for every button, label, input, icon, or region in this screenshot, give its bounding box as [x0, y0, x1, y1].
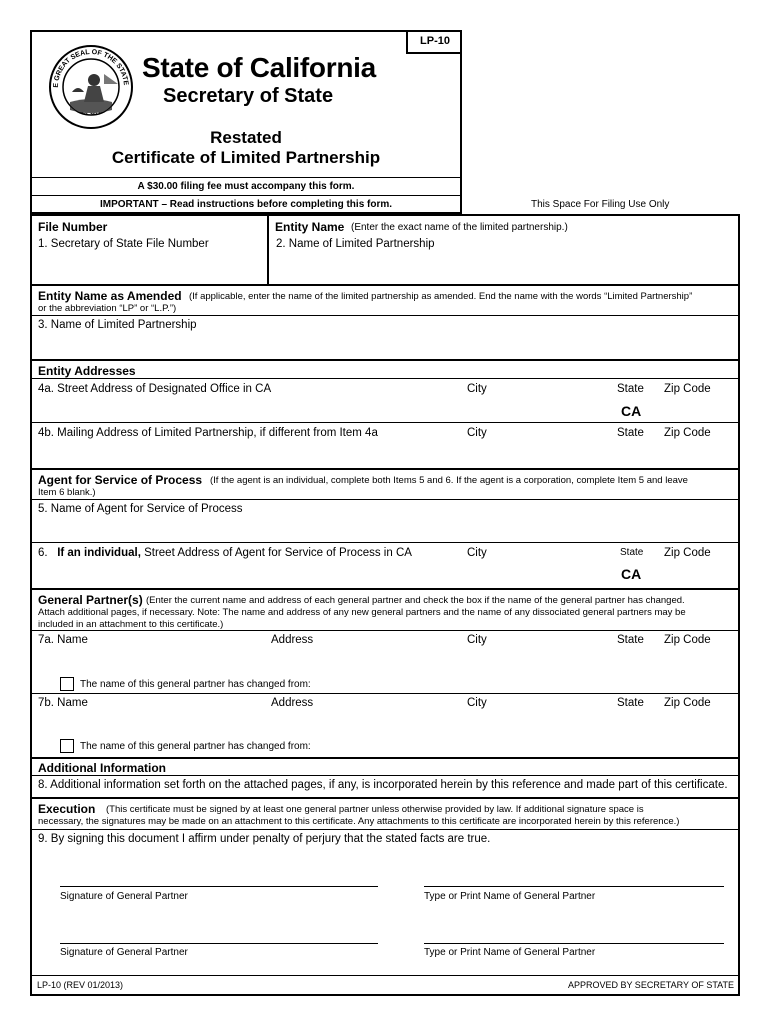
state-label: State	[617, 383, 644, 395]
entity-name-field[interactable]: 2. Name of Limited Partnership	[276, 238, 435, 250]
city-label: City	[467, 547, 487, 559]
amended-note-1: (If applicable, enter the name of the limited partnership as amended. End the name with the words “Limited Partnership”	[189, 291, 693, 302]
amended-heading: Entity Name as Amended	[38, 289, 182, 303]
signature-label-1: Signature of General Partner	[60, 891, 188, 902]
signature-label-2: Signature of General Partner	[60, 947, 188, 958]
city-label: City	[467, 697, 487, 709]
divider	[30, 693, 740, 694]
zip-label: Zip Code	[664, 697, 711, 709]
address-label: Address	[271, 697, 314, 709]
footer-revision: LP-10 (REV 01/2013)	[37, 980, 124, 990]
entity-name-heading: Entity Name	[275, 220, 345, 234]
city-label: City	[467, 383, 487, 395]
divider	[30, 315, 740, 316]
section-divider	[30, 284, 740, 286]
agent-address-field[interactable]	[38, 547, 412, 559]
item6-text: Street Address of Agent for Service of Process in CA	[144, 547, 412, 559]
section-divider	[30, 359, 740, 361]
divider	[30, 422, 740, 423]
column-divider	[267, 214, 269, 284]
signature-line-1[interactable]	[60, 886, 378, 887]
divider	[30, 378, 740, 379]
partner-7b-name-field[interactable]: 7b. Name	[38, 697, 88, 709]
section-divider	[30, 797, 740, 799]
addresses-heading: Entity Addresses	[38, 364, 136, 378]
city-label: City	[467, 634, 487, 646]
file-number-heading: File Number	[38, 220, 108, 234]
amended-name-field[interactable]: 3. Name of Limited Partnership	[38, 319, 197, 331]
divider	[30, 829, 740, 830]
state-title: State of California	[142, 52, 376, 83]
execution-heading: Execution	[38, 802, 96, 816]
seal-top-text: E GREAT SEAL OF THE STATE	[52, 48, 130, 88]
name-changed-label: The name of this general partner has changed from:	[80, 741, 311, 752]
filing-space-label: This Space For Filing Use Only	[531, 199, 670, 210]
footer-divider	[30, 975, 740, 976]
print-name-line-2[interactable]	[424, 943, 724, 944]
name-changed-checkbox-7a[interactable]	[60, 677, 74, 691]
state-label: State	[617, 697, 644, 709]
divider	[30, 177, 462, 178]
agent-note-1: (If the agent is an individual, complete both Items 5 and 6. If the agent is a corporation, complete Item 5 and leave	[210, 475, 688, 486]
name-changed-checkbox-7b[interactable]	[60, 739, 74, 753]
divider	[30, 775, 740, 776]
zip-label: Zip Code	[664, 547, 711, 559]
state-label: State	[617, 634, 644, 646]
section-divider	[30, 468, 740, 470]
partners-heading: General Partner(s)	[38, 593, 143, 607]
affirmation-statement: 9. By signing this document I affirm under penalty of perjury that the stated facts are true.	[38, 833, 491, 845]
agent-heading: Agent for Service of Process	[38, 473, 203, 487]
state-label: State	[617, 427, 644, 439]
form-title-line2: Certificate of Limited Partnership	[111, 148, 381, 167]
important-notice: IMPORTANT – Read instructions before completing this form.	[99, 199, 393, 210]
partner-7a-name-field[interactable]: 7a. Name	[38, 634, 88, 646]
partners-note-3: included in an attachment to this certificate.)	[38, 619, 224, 630]
zip-label: Zip Code	[664, 427, 711, 439]
partners-note-2: Attach additional pages, if necessary. Note: The name and address of any new general partners and the name of any dissociated general partners may be	[38, 607, 686, 618]
additional-info-statement: 8. Additional information set forth on the attached pages, if any, is incorporated herein by this reference and made part of this certificate.	[38, 779, 728, 791]
amended-note-2: or the abbreviation “LP” or “L.P.”)	[38, 303, 177, 314]
state-label: State	[620, 547, 644, 558]
partners-note-1: (Enter the current name and address of each general partner and check the box if the name of the general partner has changed.	[146, 595, 685, 606]
print-name-label-2: Type or Print Name of General Partner	[424, 947, 596, 958]
zip-label: Zip Code	[664, 383, 711, 395]
print-name-label-1: Type or Print Name of General Partner	[424, 891, 596, 902]
footer-approved: APPROVED BY SECRETARY OF STATE	[567, 980, 734, 990]
agent-note-2: Item 6 blank.)	[38, 487, 96, 498]
section-divider	[30, 588, 740, 590]
divider	[30, 630, 740, 631]
mailing-address-field[interactable]: 4b. Mailing Address of Limited Partnership, if different from Item 4a	[38, 427, 378, 439]
section-divider	[30, 757, 740, 759]
divider	[30, 195, 462, 196]
item6-bold: If an individual,	[57, 547, 141, 559]
additional-heading: Additional Information	[38, 761, 166, 775]
name-changed-label: The name of this general partner has changed from:	[80, 679, 311, 690]
office-title: Secretary of State	[163, 85, 334, 107]
form-id-tab	[406, 30, 462, 54]
fee-notice: A $30.00 filing fee must accompany this form.	[137, 181, 355, 192]
designated-office-field[interactable]: 4a. Street Address of Designated Office in CA	[38, 383, 272, 395]
form-title-line1: Restated	[210, 128, 282, 147]
form-id: LP-10	[420, 35, 450, 47]
state-value: CA	[621, 403, 642, 419]
address-label: Address	[271, 634, 314, 646]
city-label: City	[467, 427, 487, 439]
execution-note-1: (This certificate must be signed by at least one general partner unless otherwise provided by law. If additional signature space is	[106, 804, 644, 815]
print-name-line-1[interactable]	[424, 886, 724, 887]
signature-line-2[interactable]	[60, 943, 378, 944]
item6-number: 6.	[38, 547, 48, 559]
divider	[30, 542, 740, 543]
state-seal	[48, 44, 134, 130]
divider	[30, 499, 740, 500]
execution-note-2: necessary, the signatures may be made on an attachment to this certificate. Any attachments to this certificate are incorporated herein by this reference.)	[38, 816, 680, 827]
state-value: CA	[621, 566, 642, 582]
agent-name-field[interactable]: 5. Name of Agent for Service of Process	[38, 503, 243, 515]
file-number-field[interactable]: 1. Secretary of State File Number	[38, 238, 209, 250]
entity-name-note: (Enter the exact name of the limited partnership.)	[351, 222, 568, 233]
zip-label: Zip Code	[664, 634, 711, 646]
